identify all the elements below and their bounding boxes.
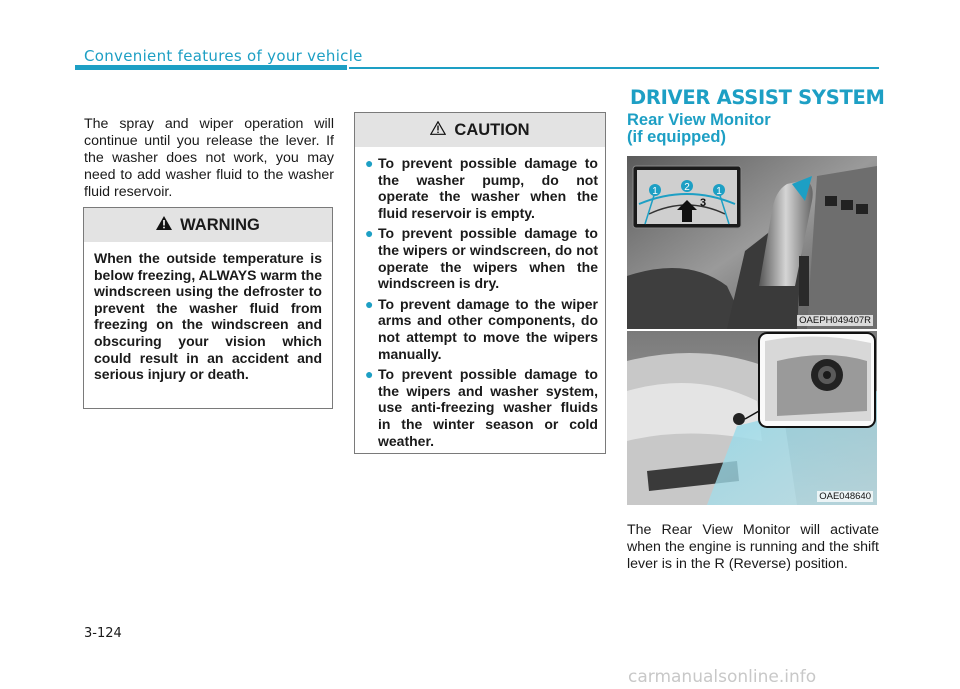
warning-text: When the outside temperature is below freezing, ALWAYS warm the windscreen using the defroster to prevent the washer fluid from freezing on the windscreen and obscuring your vision which could result in an accident and serious injury or death. — [94, 250, 322, 383]
warning-title: WARNING — [180, 215, 260, 234]
caution-item: ● To prevent possible damage to the wipers or windscreen, do not operate the wipers when the windscreen is dry. — [365, 225, 598, 292]
callout-label: 1 — [716, 186, 722, 197]
rear-view-monitor-paragraph: The Rear View Monitor will activate when the engine is running and the shift lever is in the R (Reverse) position. — [627, 522, 879, 572]
bullet-icon: ● — [365, 295, 374, 312]
page-number: 3-124 — [84, 626, 122, 641]
header-rule-thin — [349, 67, 879, 69]
caution-header — [355, 113, 605, 147]
caution-triangle-icon — [430, 121, 446, 139]
warning-triangle-icon — [156, 216, 172, 234]
figure-rear-camera — [627, 331, 877, 505]
caution-item: ● To prevent damage to the wiper arms and other components, do not attempt to move the wipers manually. — [365, 295, 598, 362]
header-rule-thick — [75, 65, 347, 70]
section-title: DRIVER ASSIST SYSTEM — [630, 86, 885, 109]
figure-code: OAEPH049407R — [799, 315, 871, 326]
figure-code: OAE048640 — [819, 491, 871, 502]
warning-header — [84, 208, 332, 242]
caution-item: ● To prevent possible damage to the washer pump, do not operate the washer when the fluid reservoir is empty. — [365, 155, 598, 221]
watermark: carmanualsonline.info — [628, 667, 817, 687]
warning-box — [83, 207, 333, 409]
figure-shift-lever — [627, 156, 877, 329]
callout-label: 3 — [699, 197, 707, 209]
bullet-icon: ● — [365, 155, 374, 171]
caution-item: ● To prevent possible damage to the wipers and washer system, use anti-freezing washer fluids in the winter season or cold weather. — [365, 366, 598, 449]
callout-label: 2 — [684, 182, 690, 193]
header-title: Convenient features of your vehicle — [84, 47, 363, 65]
washer-paragraph: The spray and wiper operation will continue until you release the lever. If the washer does not work, you may need to add washer fluid to the washer fluid reservoir. — [84, 116, 334, 200]
callout-label: 1 — [652, 186, 658, 197]
bullet-icon: ● — [365, 366, 374, 383]
caution-title: CAUTION — [454, 120, 530, 139]
bullet-icon: ● — [365, 225, 374, 242]
caution-box — [354, 112, 606, 454]
subsection-title: Rear View Monitor (if equipped) — [627, 111, 771, 146]
